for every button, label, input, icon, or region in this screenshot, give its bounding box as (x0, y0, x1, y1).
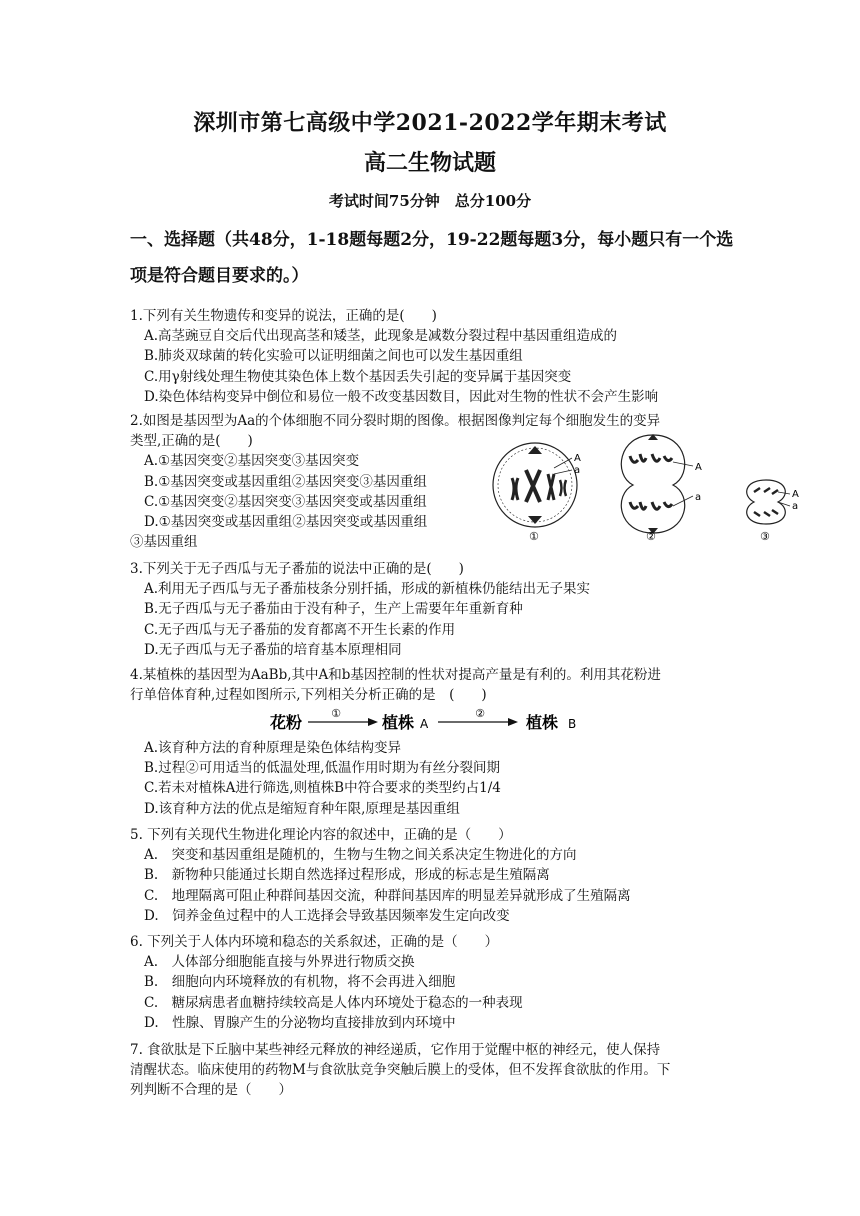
gene-label-a: a (574, 465, 581, 476)
flow-node-pollen: 花粉 (270, 713, 303, 732)
question-line-3: 列判断不合理的是（ ） (130, 1082, 292, 1099)
option-c: C.用γ射线处理生物使其染色体上数个基因丢失引起的变异属于基因突变 (144, 368, 572, 385)
gene-label-A: A (574, 453, 581, 464)
option-c: C.若未对植株A进行筛选,则植株B中符合要求的类型约占1/4 (144, 780, 501, 797)
breeding-flow-diagram (268, 706, 608, 736)
section-heading: 一、选择题（共48分，1-18题每题2分，19-22题每题3分，每小题只有一个选项是符合题目要求的。） (130, 230, 734, 286)
flow-node-plant-a: 植株 (382, 713, 415, 732)
option-b: B. 细胞向内环境释放的有机物，将不会再进入细胞 (144, 974, 456, 991)
option-b: B.①基因突变或基因重组②基因突变③基因重组 (144, 473, 427, 490)
cell-3-diagram (747, 480, 799, 543)
option-b: B.过程②可用适当的低温处理,低温作用时期为有丝分裂间期 (144, 760, 501, 777)
option-a: A.利用无子西瓜与无子番茄枝条分别扦插，形成的新植株仍能结出无子果实 (144, 581, 591, 598)
flow-step-1: ① (331, 707, 341, 720)
exam-info: 考试时间75分钟 总分100分 (328, 192, 532, 210)
question-line-2: 清醒状态。临床使用的药物M与食欲肽竞争突触后膜上的受体，但不发挥食欲肽的作用。下 (130, 1062, 671, 1079)
option-a: A. 人体部分细胞能直接与外界进行物质交换 (144, 954, 415, 971)
option-d: D. 性腺、胃腺产生的分泌物均直接排放到内环境中 (144, 1014, 456, 1031)
gene-label-a: a (792, 501, 799, 512)
option-d: D.染色体结构变异中倒位和易位一般不改变基因数目，因此对生物的性状不会产生影响 (144, 388, 659, 405)
question-line-1: 7. 食欲肽是下丘脑中某些神经元释放的神经递质，它作用于觉醒中枢的神经元，使人保持 (130, 1042, 661, 1058)
gene-label-A: A (695, 462, 702, 473)
flow-node-plant-b: 植株 (526, 713, 559, 732)
option-d-cont: ③基因重组 (130, 534, 198, 551)
option-c: C. 地理隔离可阻止种群间基因交流，种群间基因库的明显差异就形成了生殖隔离 (144, 887, 631, 904)
question-6 (130, 932, 523, 1033)
option-a: A. 突变和基因重组是随机的，生物与生物之间关系决定生物进化的方向 (144, 847, 577, 864)
cell-division-figure (488, 430, 808, 545)
cell-label-2: ② (646, 530, 656, 543)
option-d: D.无子西瓜与无子番茄的培育基本原理相同 (144, 641, 402, 658)
gene-label-A: A (792, 489, 799, 500)
cell-1-diagram (493, 443, 581, 543)
option-a: A.高茎豌豆自交后代出现高茎和矮茎，此现象是减数分裂过程中基因重组造成的 (144, 328, 618, 345)
question-1 (130, 306, 658, 407)
question-stem-cont: 行单倍体育种,过程如图所示,下列相关分析正确的是 ( ) (130, 687, 487, 704)
question-5 (130, 825, 631, 926)
exam-subtitle: 高二生物试题 (363, 150, 496, 176)
question-4-options (130, 738, 501, 819)
option-b: B. 新物种只能通过长期自然选择过程形成，形成的标志是生殖隔离 (144, 867, 550, 884)
option-a: A.①基因突变②基因突变③基因突变 (144, 453, 360, 470)
option-a: A.该育种方法的育种原理是染色体结构变异 (144, 740, 402, 756)
question-stem: 1.下列有关生物遗传和变异的说法，正确的是( ) (130, 308, 437, 324)
question-stem: 2.如图是基因型为Aa的个体细胞不同分裂时期的图像。根据图像判定每个细胞发生的变异 (130, 413, 661, 429)
cell-2-diagram (621, 434, 702, 543)
flow-node-plant-b-suffix: B (568, 717, 577, 731)
question-stem: 5. 下列有关现代生物进化理论内容的叙述中，正确的是（ ） (130, 827, 512, 843)
flow-step-2: ② (475, 707, 485, 720)
option-c: C.无子西瓜与无子番茄的发育都离不开生长素的作用 (144, 621, 456, 638)
option-d: D.该育种方法的优点是缩短育种年限,原理是基因重组 (144, 800, 460, 817)
cell-label-1: ① (529, 530, 539, 543)
question-stem: 6. 下列关于人体内环境和稳态的关系叙述，正确的是（ ） (130, 934, 499, 950)
option-c: C. 糖尿病患者血糖持续较高是人体内环境处于稳态的一种表现 (144, 994, 523, 1011)
question-stem: 3.下列关于无子西瓜与无子番茄的说法中正确的是( ) (130, 561, 464, 577)
question-stem-cont: 类型,正确的是( ) (130, 433, 253, 450)
question-7 (130, 1040, 670, 1101)
option-d: D.①基因突变或基因重组②基因突变或基因重组 (144, 514, 428, 531)
question-4 (130, 665, 661, 705)
option-d: D. 饲养金鱼过程中的人工选择会导致基因频率发生定向改变 (144, 907, 510, 924)
flow-node-plant-a-suffix: A (420, 717, 429, 731)
question-3 (130, 559, 590, 660)
question-stem: 4.某植株的基因型为AaBb,其中A和b基因控制的性状对提高产量是有利的。利用其花粉进 (130, 667, 661, 683)
gene-label-a: a (695, 492, 702, 503)
option-c: C.①基因突变②基因突变③基因突变或基因重组 (144, 493, 427, 510)
cell-label-3: ③ (760, 530, 770, 543)
option-b: B.肺炎双球菌的转化实验可以证明细菌之间也可以发生基因重组 (144, 348, 523, 365)
exam-title: 深圳市第七高级中学2021-2022学年期末考试 (193, 110, 667, 136)
option-b: B.无子西瓜与无子番茄由于没有种子，生产上需要年年重新育种 (144, 601, 523, 618)
